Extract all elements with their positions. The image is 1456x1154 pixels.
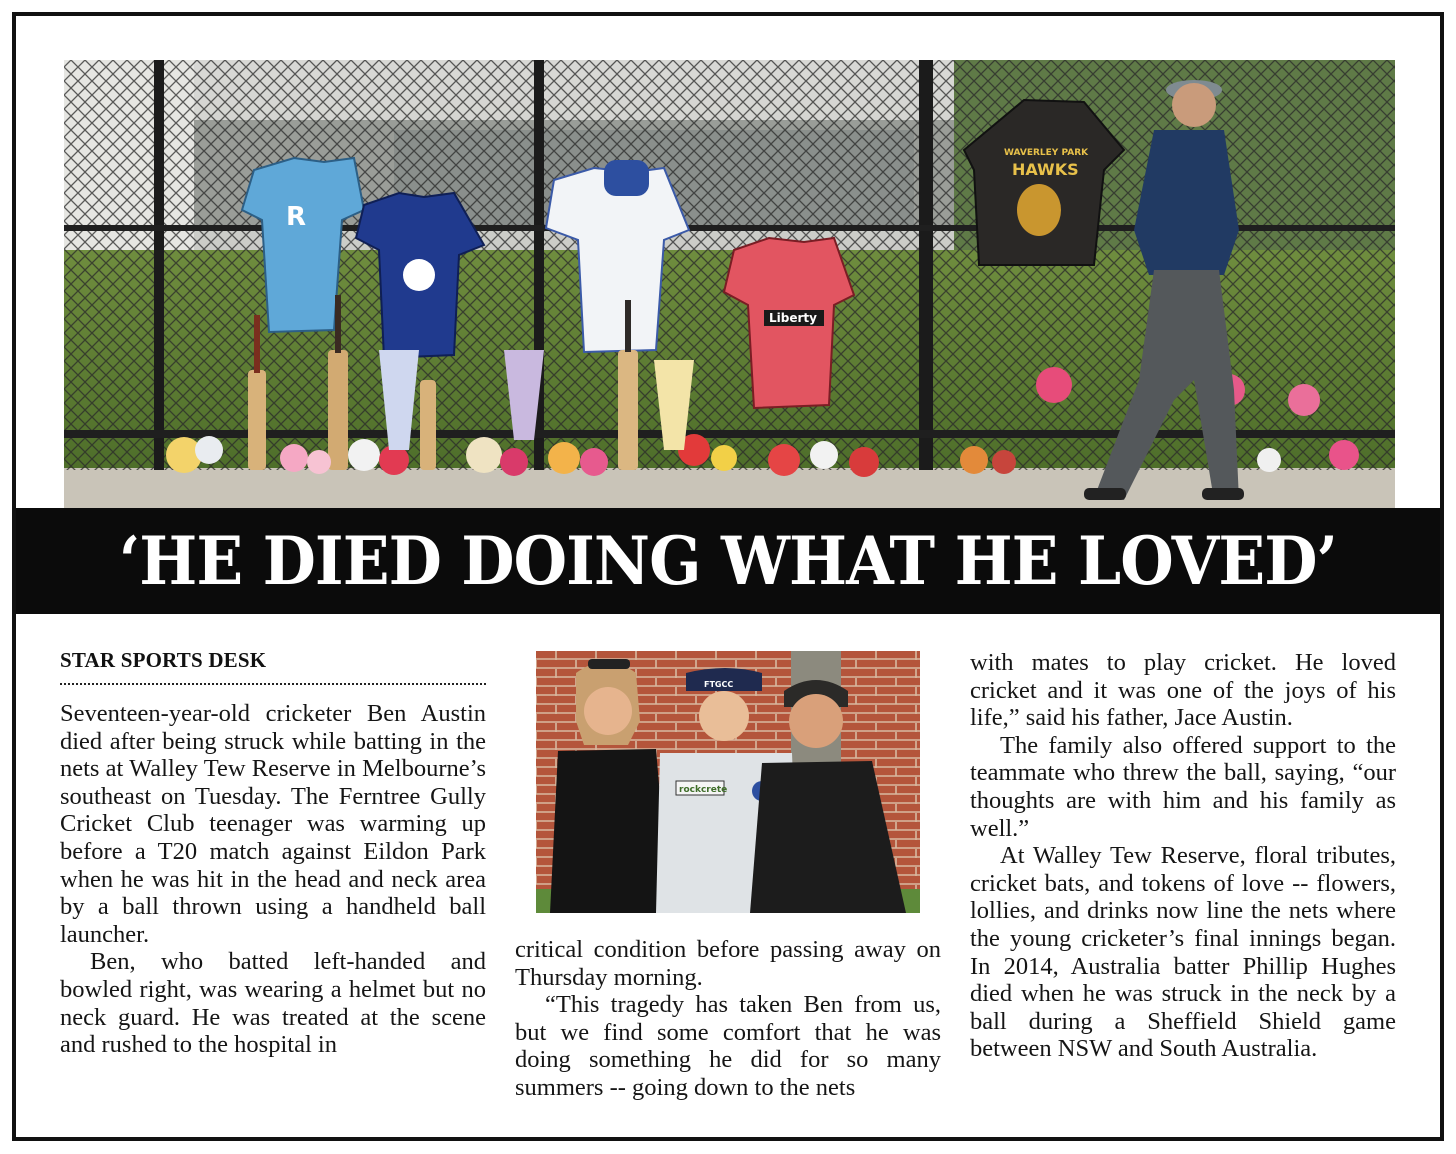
shirt-text: rockcrete [679,785,728,795]
memorial-photo [64,60,1395,508]
article-column-left [60,700,486,1059]
byline-divider [60,683,486,685]
headline-band [16,508,1440,614]
paragraph: At Walley Tew Reserve, floral tributes, cricket bats, and tokens of love -- flowers, lollies, and drinks now line the nets where the young cricketer’s final innings began. In 2014, Australia batter Phillip Hughes died when he was struck in the neck by a ball during a Sheffield Shield game between NSW and South Australia. [970,842,1396,1063]
paragraph: critical condition before passing away on Thursday morning. [515,936,941,991]
cap-text: FTGCC [704,680,734,689]
family-photo [536,651,920,913]
byline: STAR SPORTS DESK [60,648,267,672]
paragraph: Ben, who batted left-handed and bowled right, was wearing a helmet but no neck guard. He was treated at the scene and rushed to the hospital in [60,948,486,1059]
headline: ‘HE DIED DOING WHAT HE LOVED’ [118,522,1338,600]
article-column-middle [515,936,941,1102]
article-column-right [970,649,1396,1063]
jersey-sponsor: Liberty [769,311,817,325]
hoodie-line1: WAVERLEY PARK [1004,148,1089,158]
paragraph: The family also offered support to the teammate who threw the ball, saying, “our thoughts are with him and his family as well.” [970,731,1396,842]
jersey-letter: R [286,202,307,232]
paragraph: “This tragedy has taken Ben from us, but we find some comfort that he was doing something he did for so many summers -- going down to the nets [515,991,941,1101]
paragraph: with mates to play cricket. He loved cricket and it was one of the joys of his life,” said his father, Jace Austin. [970,649,1396,732]
paragraph: Seventeen-year-old cricketer Ben Austin died after being struck while batting in the nets at Walley Tew Reserve in Melbourne’s southeast on Tuesday. The Ferntree Gully Cricket Club teenager was warming up before a T20 match against Eildon Park when he was hit in the head and neck area by a ball thrown using a handheld ball launcher. [60,700,486,948]
hoodie-line2: HAWKS [1012,160,1079,179]
